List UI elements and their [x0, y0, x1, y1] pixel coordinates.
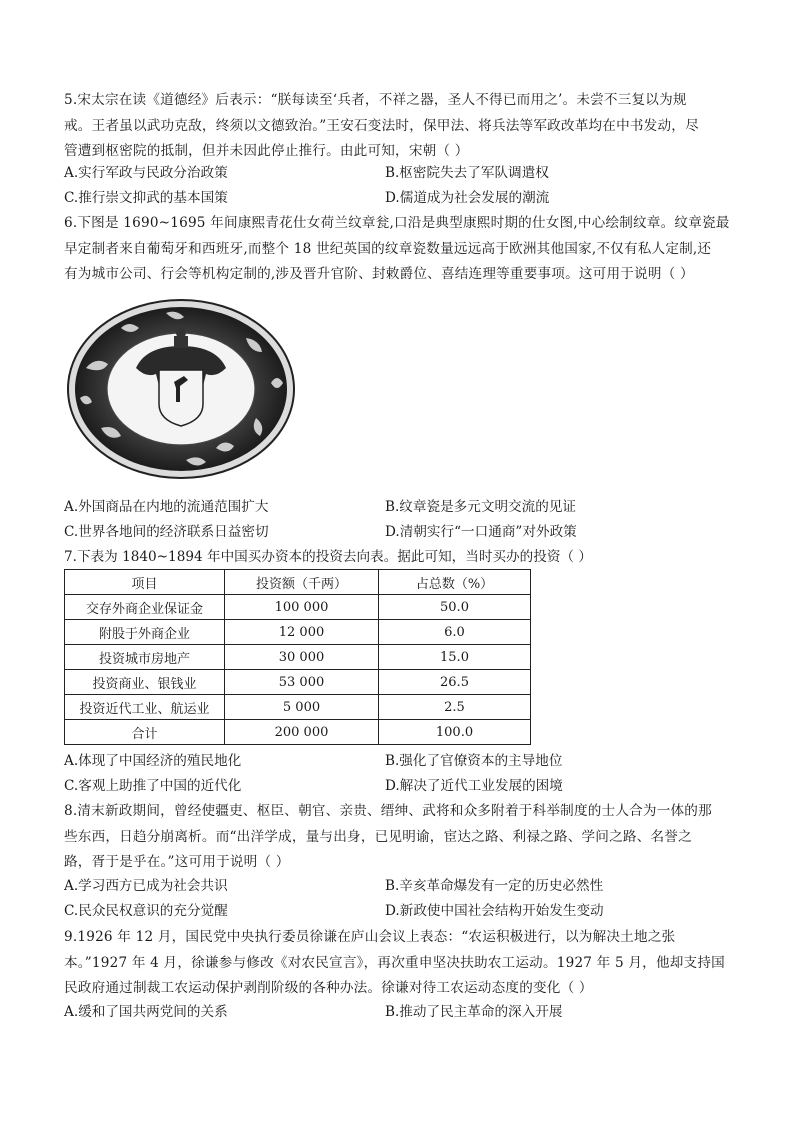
- q8-option-a: A.学习西方已成为社会共识: [64, 878, 228, 894]
- table-cell: 合计: [65, 720, 225, 745]
- q9-stem: [64, 925, 732, 1002]
- table-row: [65, 645, 531, 670]
- table-cell: 30 000: [225, 645, 379, 670]
- q5-option-d: D.儒道成为社会发展的潮流: [385, 190, 550, 206]
- q7-option-b: B.强化了官僚资本的主导地位: [385, 753, 563, 769]
- q5-stem: [64, 88, 732, 165]
- armorial-porcelain-plate-image: [66, 298, 296, 480]
- q5-stem-line: 管遭到枢密院的抵制，但并未因此停止推行。由此可知，宋朝（ ）: [64, 143, 469, 159]
- table-header-cell: 项目: [65, 570, 225, 595]
- table-cell: 5 000: [225, 695, 379, 720]
- table-cell: 26.5: [379, 670, 531, 695]
- table-row: [65, 620, 531, 645]
- table-cell: 12 000: [225, 620, 379, 645]
- table-header-cell: 投资额（千两）: [225, 570, 379, 595]
- q6-option-a: A.外国商品在内地的流通范围扩大: [64, 499, 269, 515]
- table-header-row: [65, 570, 531, 595]
- q6-stem-line: 早定制者来自葡萄牙和西班牙,而整个 18 世纪英国的纹章瓷数量远远高于欧洲其他国家,不仅有私人定制,还: [64, 240, 712, 257]
- table-cell: 53 000: [225, 670, 379, 695]
- q7-stem: 7.下表为 1840~1894 年中国买办资本的投资去向表。据此可知，当时买办的投资（ ）: [64, 549, 592, 565]
- q6-stem: [64, 211, 732, 288]
- q9-stem-line: 9.1926 年 12 月，国民党中央执行委员徐谦在庐山会议上表态：“农运积极进行，以为解决土地之张: [64, 929, 676, 945]
- q6-option-b: B.纹章瓷是多元文明交流的见证: [385, 499, 577, 515]
- q5-stem-line: 戒。王者虽以武功克敌，终须以文德致治。”王安石变法时，保甲法、将兵法等军政改革均在中书发动，尽: [64, 117, 699, 134]
- table-cell: 100 000: [225, 595, 379, 620]
- table-cell: 100.0: [379, 720, 531, 745]
- q6-stem-line: 6.下图是 1690~1695 年间康熙青花仕女荷兰纹章瓮,口沿是典型康熙时期的仕女图,中心绘制纹章。纹章瓷最: [64, 215, 730, 231]
- investment-table: [64, 569, 531, 745]
- q8-option-b: B.辛亥革命爆发有一定的历史必然性: [385, 878, 604, 894]
- table-row: [65, 695, 531, 720]
- q8-option-c: C.民众民权意识的充分觉醒: [64, 903, 228, 919]
- q9-option-b: B.推动了民主革命的深入开展: [385, 1004, 563, 1020]
- table-cell: 6.0: [379, 620, 531, 645]
- q5-option-a: A.实行军政与民政分治政策: [64, 165, 228, 181]
- q5-stem-line: 5.宋太宗在读《道德经》后表示：“朕每读至‘兵者，不祥之器，圣人不得已而用之’。未尝不三复以为规: [64, 92, 687, 108]
- table-cell: 附股于外商企业: [65, 620, 225, 645]
- q6-option-c: C.世界各地间的经济联系日益密切: [64, 524, 269, 540]
- q8-stem: [64, 799, 732, 876]
- table-cell: 200 000: [225, 720, 379, 745]
- q8-option-d: D.新政使中国社会结构开始发生变动: [385, 903, 604, 919]
- table-cell: 投资商业、银钱业: [65, 670, 225, 695]
- table-row: [65, 670, 531, 695]
- q6-option-d: D.清朝实行“一口通商”对外政策: [385, 524, 577, 540]
- q9-stem-line: 本。”1927 年 4 月，徐谦参与修改《对农民宣言》，再次重申坚决扶助农工运动。1927 年 5 月，他却支持国: [64, 954, 725, 971]
- table-cell: 15.0: [379, 645, 531, 670]
- table-cell: 2.5: [379, 695, 531, 720]
- table-cell: 投资城市房地产: [65, 645, 225, 670]
- q8-stem-line: 些东西，日趋分崩离析。而“出洋学成，量与出身，已见明谕，宦达之路、利禄之路、学问之路、名誉之: [64, 828, 692, 845]
- q8-stem-line: 路，胥于是乎在。”这可用于说明（ ）: [64, 854, 290, 870]
- table-cell: 50.0: [379, 595, 531, 620]
- table-total-row: [65, 720, 531, 745]
- q7-option-c: C.客观上助推了中国的近代化: [64, 778, 242, 794]
- table-cell: 交存外商企业保证金: [65, 595, 225, 620]
- q5-option-c: C.推行崇文抑武的基本国策: [64, 190, 228, 206]
- q8-stem-line: 8.清末新政期间，曾经使疆吏、枢臣、朝官、亲贵、缙绅、武将和众多附着于科举制度的士人合为一体的那: [64, 803, 712, 819]
- q9-option-a: A.缓和了国共两党间的关系: [64, 1004, 228, 1020]
- table-row: [65, 595, 531, 620]
- q9-stem-line: 民政府通过制裁工农运动保护剥削阶级的各种办法。徐谦对待工农运动态度的变化（ ）: [64, 980, 593, 996]
- table-header-cell: 占总数（%）: [379, 570, 531, 595]
- q7-option-d: D.解决了近代工业发展的困境: [385, 778, 563, 794]
- q5-option-b: B.枢密院失去了军队调遣权: [385, 165, 549, 181]
- q6-stem-line: 有为城市公司、行会等机构定制的,涉及晋升官阶、封敕爵位、喜结连理等重要事项。这可用于说明（ ）: [64, 266, 694, 282]
- q7-option-a: A.体现了中国经济的殖民地化: [64, 753, 242, 769]
- table-cell: 投资近代工业、航运业: [65, 695, 225, 720]
